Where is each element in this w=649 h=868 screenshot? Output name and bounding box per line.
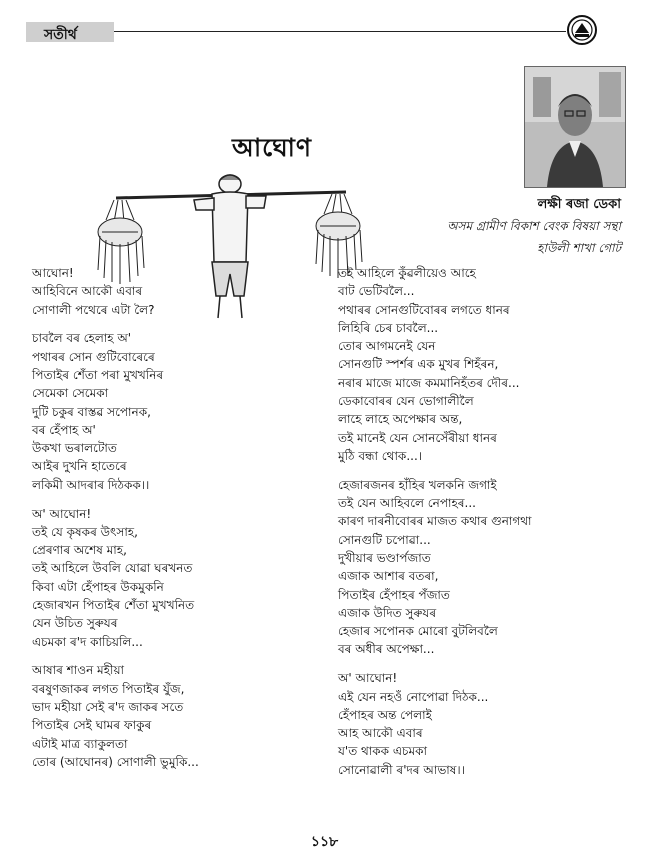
poem-line: মুঠি বন্ধা থোক...। xyxy=(338,448,423,463)
poem-line: দুটি চকুৰ বাস্তৱ সপোনক, xyxy=(32,404,151,419)
poem-line: লিহিৰি চেৰ চাবলৈ... xyxy=(338,320,439,335)
poem-stanza xyxy=(338,264,628,465)
poem-line: তই যে কৃষকৰ উৎসাহ, xyxy=(32,524,138,539)
section-tab xyxy=(26,22,114,42)
circular-emblem-icon xyxy=(566,14,598,46)
poem-line: হেঁপাহৰ অন্ত পেলাই xyxy=(338,707,432,722)
poem-line: তই মানেই যেন সোনসেঁৰীয়া ধানৰ xyxy=(338,430,497,445)
poem-line: প্ৰেৰণাৰ অশেষ মাহ, xyxy=(32,543,127,558)
poem-line: আহ আকৌ এবাৰ xyxy=(338,726,423,741)
poem-line: আঘোন! xyxy=(32,266,74,280)
poem-line: সোনোৱালী ৰ'দৰ আভাষ।। xyxy=(338,762,465,777)
poem-line: পথাৰৰ সোন গুটিবোৰেৰে xyxy=(32,349,155,364)
author-photo xyxy=(524,66,626,188)
poem-line: পিতাইৰ সেই ঘামৰ ফাকুৰ xyxy=(32,718,152,733)
poem-title: আঘোণ xyxy=(232,133,313,162)
poem-line: হেজাৰখন পিতাইৰ শেঁতা মুখখনিত xyxy=(32,598,195,613)
author-name: লক্ষী ৰজা ডেকা xyxy=(537,197,621,212)
poem-line: অ' আঘোন! xyxy=(32,506,92,521)
poem-line: বৰ অধীৰ অপেক্ষা... xyxy=(338,642,435,657)
poem-line: তোৰ (আঘোনৰ) সোণালী ভুমুকি... xyxy=(32,754,199,769)
author-designation: অসম গ্ৰামীণ বিকাশ বেংক বিষয়া সন্থা xyxy=(447,219,621,233)
poem-line: বৰ হেঁপাহ অ' xyxy=(32,422,96,437)
poem-line: সোনগুটি চপোৱা... xyxy=(338,532,431,547)
author-branch: হাউলী শাখা গোট xyxy=(537,241,621,255)
section-label: সতীৰ্থ xyxy=(44,27,77,43)
poem-line: অ' আঘোন! xyxy=(338,671,398,686)
poem-column-left xyxy=(32,264,322,782)
header-rule xyxy=(114,31,566,32)
poem-line: কিবা এটা হেঁপাহৰ উকমুকনি xyxy=(32,579,164,594)
poem-line: যেন উচিত সুৰুযৰ xyxy=(32,616,118,631)
poem-line: তই আহিলে কুঁৱলীয়েও আহে xyxy=(338,266,476,280)
poem-stanza xyxy=(32,505,322,651)
poem-line: এটাই মাত্ৰ ব্যাকুলতা xyxy=(32,736,128,751)
poem-line: লাহে লাহে অপেক্ষাৰ অন্ত, xyxy=(338,412,463,427)
poem-stanza xyxy=(32,264,322,319)
poem-line: বৰষুণজাকৰ লগত পিতাইৰ যুঁজ, xyxy=(32,681,185,696)
poem-line: কাৰণ দাৰনীবোৰৰ মাজত কথাৰ গুনাগথা xyxy=(338,514,532,529)
poem-line: তই আহিলে উবলি যোৱা ঘৰখনত xyxy=(32,561,193,576)
poem-line: লকিমী আদৰাৰ দিঠকক।। xyxy=(32,477,150,492)
poem-line: তোৰ আগমনেই যেন xyxy=(338,339,436,354)
poem-line: বাট ভেটিবলৈ... xyxy=(338,284,415,299)
poem-stanza xyxy=(32,661,322,771)
poem-line: এচমকা ৰ'দ কাচিয়লি... xyxy=(32,634,143,649)
poem-line: পথাৰৰ সোনগুটিবোৰৰ লগতে ধানৰ xyxy=(338,302,510,317)
page-number: ১১৮ xyxy=(310,834,339,850)
poem-line: এজাক আশাৰ বতৰা, xyxy=(338,569,439,584)
poem-line: এই যেন নহওঁ নোপোৱা দিঠক... xyxy=(338,689,489,704)
poem-line: আষাৰ শাওন মহীয়া xyxy=(32,663,125,678)
poem-line: নৰাৰ মাজে মাজে কমমানিহঁতৰ দৌৰ... xyxy=(338,375,520,390)
poem-stanza xyxy=(338,476,628,659)
poem-line: য'ত থাকক এচমকা xyxy=(338,744,428,759)
poem-stanza xyxy=(32,329,322,494)
poem-column-right xyxy=(338,264,628,790)
poem-line: চাবলৈ বৰ হেলাহ অ' xyxy=(32,331,132,346)
poem-line: দুখীয়াৰ ভণ্ডাৰ্পজাত xyxy=(338,550,431,565)
poem-line: সোনগুটি স্পৰ্শৰ এক মুখৰ শিহঁৰন, xyxy=(338,357,499,372)
poem-stanza xyxy=(338,669,628,779)
poem-line: আইৰ দুখনি হাতেৰে xyxy=(32,459,127,474)
poem-line: তই যেন আহিবলে নেপাহৰ... xyxy=(338,496,476,511)
poem-line: হেজাৰজনৰ হাঁহিৰ খলকনি জগাই xyxy=(338,477,497,492)
poem-line: পিতাইৰ শেঁতা পৰা মুখখনিৰ xyxy=(32,367,164,382)
poem-line: আহিবিনে আকৌ এবাৰ xyxy=(32,284,143,299)
poem-line: সেমেকা সেমেকা xyxy=(32,386,109,401)
poem-line: হেজাৰ সপোনক মোৰো বুটলিবলৈ xyxy=(338,624,498,639)
poem-line: উকখা ভৰালটোত xyxy=(32,441,117,456)
poem-line: সোণালী পথেৰে এটা লৈ? xyxy=(32,302,155,317)
poem-line: এজাক উদিত সুৰুযৰ xyxy=(338,605,437,620)
poem-line: ভাদ মহীয়া সেই ৰ'দ জাকৰ সতে xyxy=(32,700,184,715)
poem-line: ডেকাবোৰৰ যেন ভোগালীলৈ xyxy=(338,394,474,409)
poem-line: পিতাইৰ হেঁপাহৰ পঁজাত xyxy=(338,587,450,602)
